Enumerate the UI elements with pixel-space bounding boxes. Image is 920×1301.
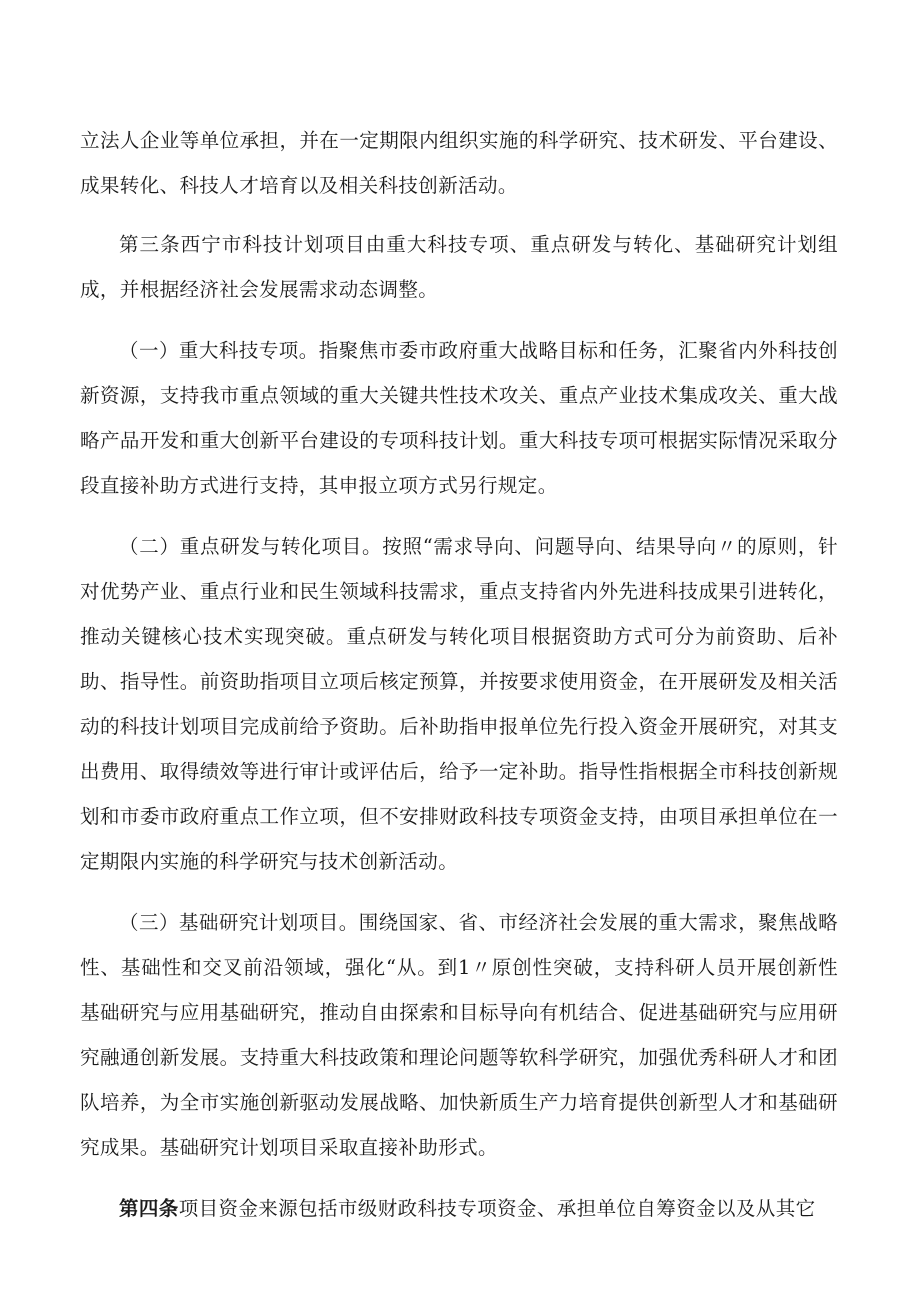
article-4-heading: 第四条 [119,1197,179,1220]
paragraph-basic-research-projects: （三）基础研究计划项目。围绕国家、省、市经济社会发展的重大需求，聚焦战略性、基础性和交叉前沿领域，强化“从。到1〃原创性突破，支持科研人员开展创新性基础研究与应用基础研究，推动自由探索和目标导向有机结合、促进基础研究与应用研究融通创新发展。支持重大科技政策和理论问题等软科学研究，加强优秀科研人才和团队培养，为全市实施创新驱动发展战略、加快新质生产力培育提供创新型人才和基础研究成果。基础研究计划项目采取直接补助形式。 [80,911,838,1159]
document-body [80,118,838,1247]
paragraph-article-4 [80,1186,838,1231]
paragraph-major-projects: （一）重大科技专项。指聚焦市委市政府重大战略目标和任务，汇聚省内外科技创新资源，支持我市重点领域的重大关键共性技术攻关、重点产业技术集成攻关、重大战略产品开发和重大创新平台建设的专项科技计划。重大科技专项可根据实际情况采取分段直接补助方式进行支持，其申报立项方式另行规定。 [80,339,838,497]
article-4-text: 项目资金来源包括市级财政科技专项资金、承担单位自筹资金以及从其它 [178,1197,816,1220]
paragraph-continuation: 立法人企业等单位承担，并在一定期限内组织实施的科学研究、技术研发、平台建设、成果转化、科技人才培育以及相关科技创新活动。 [80,129,838,197]
paragraph-key-rnd-projects: （二）重点研发与转化项目。按照“需求导向、问题导向、结果导向〃的原则，针对优势产业、重点行业和民生领域科技需求，重点支持省内外先进科技成果引进转化，推动关键核心技术实现突破。重点研发与转化项目根据资助方式可分为前资助、后补助、指导性。前资助指项目立项后核定预算，并按要求使用资金，在开展研发及相关活动的科技计划项目完成前给予资助。后补助指申报单位先行投入资金开展研究，对其支出费用、取得绩效等进行审计或评估后，给予一定补助。指导性指根据全市科技创新规划和市委市政府重点工作立项，但不安排财政科技专项资金支持，由项目承担单位在一定期限内实施的科学研究与技术创新活动。 [80,535,838,873]
paragraph-article-3: 第三条西宁市科技计划项目由重大科技专项、重点研发与转化、基础研究计划组成，并根据经济社会发展需求动态调整。 [80,233,838,301]
